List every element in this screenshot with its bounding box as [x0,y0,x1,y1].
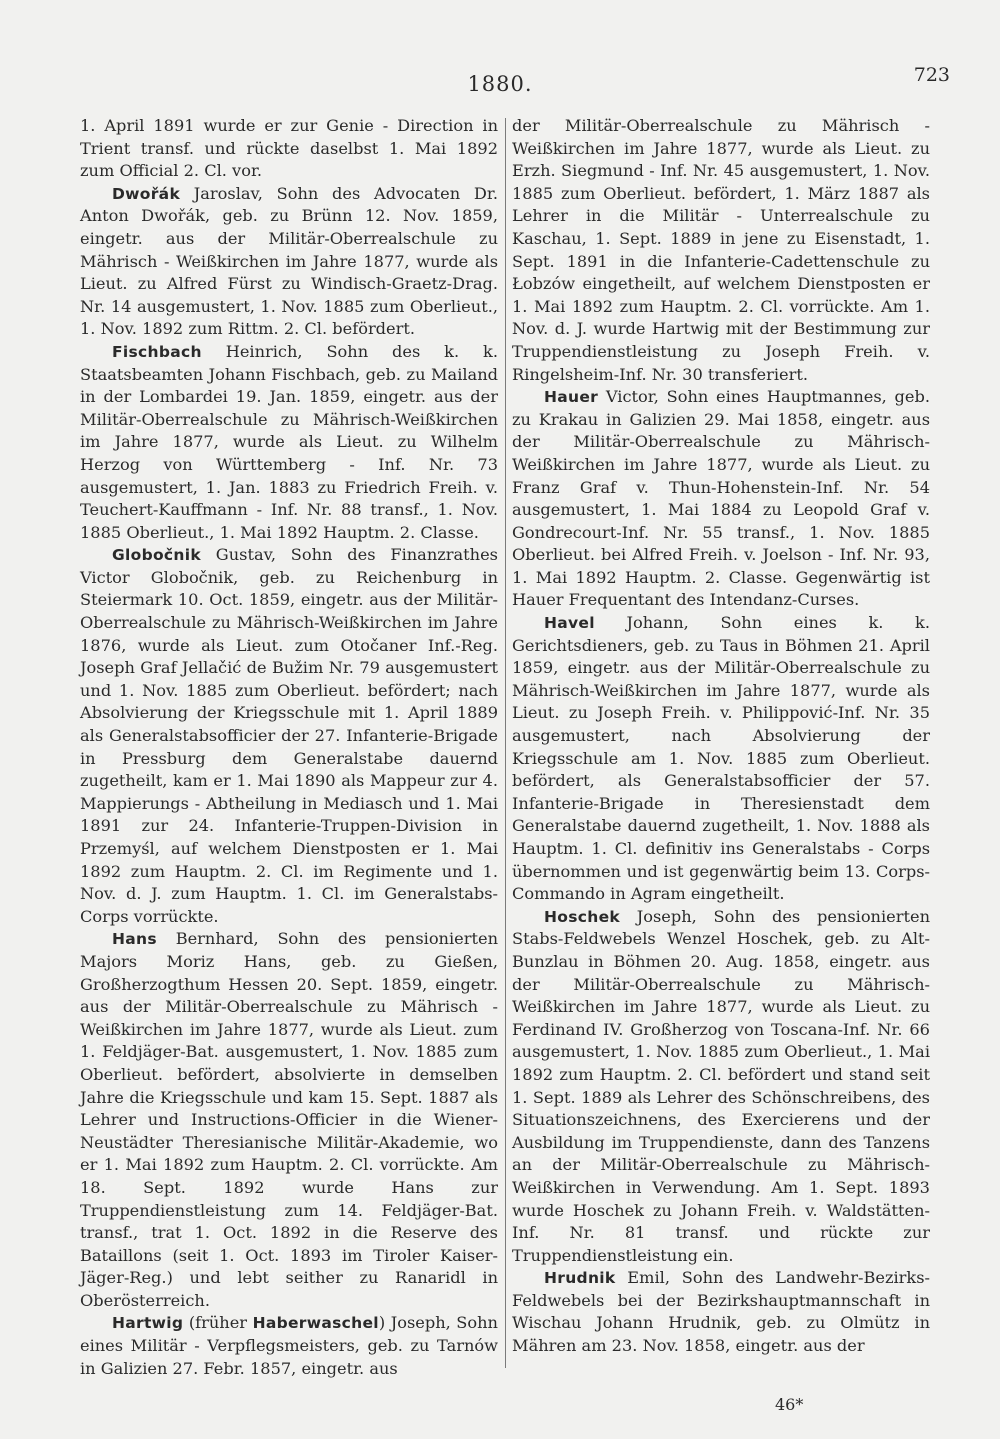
entry-name: Hauer [544,388,599,407]
paragraph-continuation: 1. April 1891 wurde er zur Genie - Direction in Trient transf. und rückte daselbst 1. Mai 1892 zum Official 2. Cl. vor. [80,116,498,181]
entry-text: Bernhard, Sohn des pensionierten Majors Moriz Hans, geb. zu Gießen, Großherzogthum Hessen 20. Sept. 1859, eingetr. aus der Militär-Oberrealschule zu Mährisch - Weißkirchen im Jahre 1877, wurde als Lieut. zum 1. Feldjäger-Bat. ausgemustert, 1. Nov. 1885 zum Oberlieut. befördert, absolvierte in demselben Jahre die Kriegsschule und kam 15. Sept. 1887 als Lehrer und Instructions-Officier in die Wiener-Neustädter Theresianische Militär-Akademie, wo er 1. Mai 1892 zum Hauptm. 2. Cl. vorrückte. Am 18. Sept. 1892 wurde Hans zur Truppendienstleistung zum 14. Feldjäger-Bat. transf., trat 1. Oct. 1892 in die Reserve des Bataillons (seit 1. Oct. 1893 im Tiroler Kaiser-Jäger-Reg.) und lebt seither zu Ranaridl in Oberösterreich. [80,929,498,1310]
entry-text: Joseph, Sohn des pensionierten Stabs-Feldwebels Wenzel Hoschek, geb. zu Alt-Bunzlau in Böhmen 20. Aug. 1858, eingetr. aus der Militär-Oberrealschule zu Mährisch-Weißkirchen im Jahre 1877, wurde als Lieut. zu Ferdinand IV. Großherzog von Toscana-Inf. Nr. 66 ausgemustert, 1. Nov. 1885 zum Oberlieut., 1. Mai 1892 zum Hauptm. 2. Cl. befördert und stand seit 1. Sept. 1889 als Lehrer des Schönschreibens, des Situationszeichnens, des Exercierens und der Ausbildung im Truppendienste, dann des Tanzens an der Militär-Oberrealschule zu Mährisch-Weißkirchen in Verwendung. Am 1. Sept. 1893 wurde Hoschek zu Johann Freih. v. Waldstätten-Inf. Nr. 81 transf. und rückte zur Truppendienstleistung ein. [512,906,930,1265]
entry-text: Emil, Sohn des Landwehr-Bezirks-Feldwebels bei der Bezirkshauptmannschaft in Wischau Johann Hrudnik, geb. zu Olmütz in Mähren am 23. Nov. 1858, eingetr. aus der [512,1268,930,1356]
entry-name: Hartwig [112,1314,184,1333]
header-year: 1880. [467,72,533,96]
page-number: 723 [913,64,950,86]
entry-name: Hrudnik [544,1269,616,1288]
entry-globocnik [80,544,498,928]
entry-hauer [512,386,930,612]
entry-text: ) Joseph, Sohn eines Militär - Verpflegsmeisters, geb. zu Tarnów in Galizien 27. Febr. 1857, eingetr. aus [80,1313,498,1378]
entry-havel [512,612,930,906]
entry-fischbach [80,341,498,544]
entry-name: Hans [112,930,157,949]
entry-name: Fischbach [112,342,202,361]
entry-hartwig [80,1312,498,1380]
paragraph-continuation: der Militär-Oberrealschule zu Mährisch - Weißkirchen im Jahre 1877, wurde als Lieut. zu Erzh. Siegmund - Inf. Nr. 45 ausgemustert, 1. Nov. 1885 zum Oberlieut. befördert, 1. März 1887 als Lehrer in die Militär - Unterrealschule zu Kaschau, 1. Sept. 1889 in jene zu Eisenstadt, 1. Sept. 1891 in die Infanterie-Cadettenschule zu Łobzów eingetheilt, auf welchem Dienstposten er 1. Mai 1892 zum Hauptm. 2. Cl. vorrückte. Am 1. Nov. d. J. wurde Hartwig mit der Bestimmung zur Truppendienstleistung zu Joseph Freih. v. Ringelsheim-Inf. Nr. 30 transferiert. [512,116,930,384]
right-column [512,115,930,1358]
column-divider [505,118,506,1368]
entry-text: Jaroslav, Sohn des Advocaten Dr. Anton Dwořák, geb. zu Brünn 12. Nov. 1859, eingetr. aus der Militär-Oberrealschule zu Mährisch - Weißkirchen im Jahre 1877, wurde als Lieut. zu Alfred Fürst zu Windisch-Graetz-Drag. Nr. 14 ausgemustert, 1. Nov. 1885 zum Oberlieut., 1. Nov. 1892 zum Rittm. 2. Cl. befördert. [80,183,498,339]
signature-mark: 46* [775,1395,804,1414]
entry-text: (früher [183,1313,253,1333]
entry-dworak [80,183,498,341]
left-column [80,115,498,1380]
entry-name: Hoschek [544,907,620,926]
entry-hrudnik [512,1267,930,1357]
entry-name: Globočnik [112,546,201,565]
entry-text: Gustav, Sohn des Finanzrathes Victor Globočnik, geb. zu Reichenburg in Steiermark 10. Oct. 1859, eingetr. aus der Militär-Oberrealschule zu Mährisch-Weißkirchen im Jahre 1876, wurde als Lieut. zum Otočaner Inf.-Reg. Joseph Graf Jellačić de Bužim Nr. 79 ausgemustert und 1. Nov. 1885 zum Oberlieut. befördert; nach Absolvierung der Kriegsschule mit 1. April 1889 als Generalstabsofficier der 27. Infanterie-Brigade in Pressburg dem Generalstabe dauernd zugetheilt, kam er 1. Mai 1890 als Mappeur zur 4. Mappierungs - Abtheilung in Mediasch und 1. Mai 1891 zur 24. Infanterie-Truppen-Division in Przemyśl, auf welchem Dienstposten er 1. Mai 1892 zum Hauptm. 2. Cl. im Regimente und 1. Nov. d. J. zum Hauptm. 1. Cl. im Generalstabs-Corps vorrückte. [80,545,498,926]
entry-text: Johann, Sohn eines k. k. Gerichtsdieners, geb. zu Taus in Böhmen 21. April 1859, eingetr. aus der Militär-Oberrealschule zu Mährisch-Weißkirchen im Jahre 1877, wurde als Lieut. zu Joseph Freih. v. Philippović-Inf. Nr. 35 ausgemustert, nach Absolvierung der Kriegsschule am 1. Nov. 1885 zum Oberlieut. befördert, als Generalstabsofficier der 57. Infanterie-Brigade in Theresienstadt dem Generalstabe dauernd zugetheilt, 1. Nov. 1888 als Hauptm. 1. Cl. definitiv ins Generalstabs - Corps übernommen und ist gegenwärtig beim 13. Corps-Commando in Agram eingetheilt. [512,613,930,904]
entry-text: Heinrich, Sohn des k. k. Staatsbeamten Johann Fischbach, geb. zu Mailand in der Lombardei 19. Jan. 1859, eingetr. aus der Militär-Oberrealschule zu Mährisch-Weißkirchen im Jahre 1877, wurde als Lieut. zu Wilhelm Herzog von Württemberg - Inf. Nr. 73 ausgemustert, 1. Jan. 1883 zu Friedrich Freih. v. Teuchert-Kauffmann - Inf. Nr. 88 transf., 1. Nov. 1885 Oberlieut., 1. Mai 1892 Hauptm. 2. Classe. [80,341,498,542]
entry-text: Victor, Sohn eines Hauptmannes, geb. zu Krakau in Galizien 29. Mai 1858, eingetr. aus der Militär-Oberrealschule zu Mährisch-Weißkirchen im Jahre 1877, wurde als Lieut. zu Franz Graf v. Thun-Hohenstein-Inf. Nr. 54 ausgemustert, 1. Mai 1884 zu Leopold Graf v. Gondrecourt-Inf. Nr. 55 transf., 1. Nov. 1885 Oberlieut. bei Alfred Freih. v. Joelson - Inf. Nr. 93, 1. Mai 1892 Hauptm. 2. Classe. Gegenwärtig ist Hauer Frequentant des Intendanz-Curses. [512,387,930,610]
entry-hoschek [512,906,930,1268]
entry-alias-name: Haberwaschel [252,1314,379,1333]
entry-name: Havel [544,614,595,633]
entry-name: Dwořák [112,184,181,203]
entry-hans [80,928,498,1312]
